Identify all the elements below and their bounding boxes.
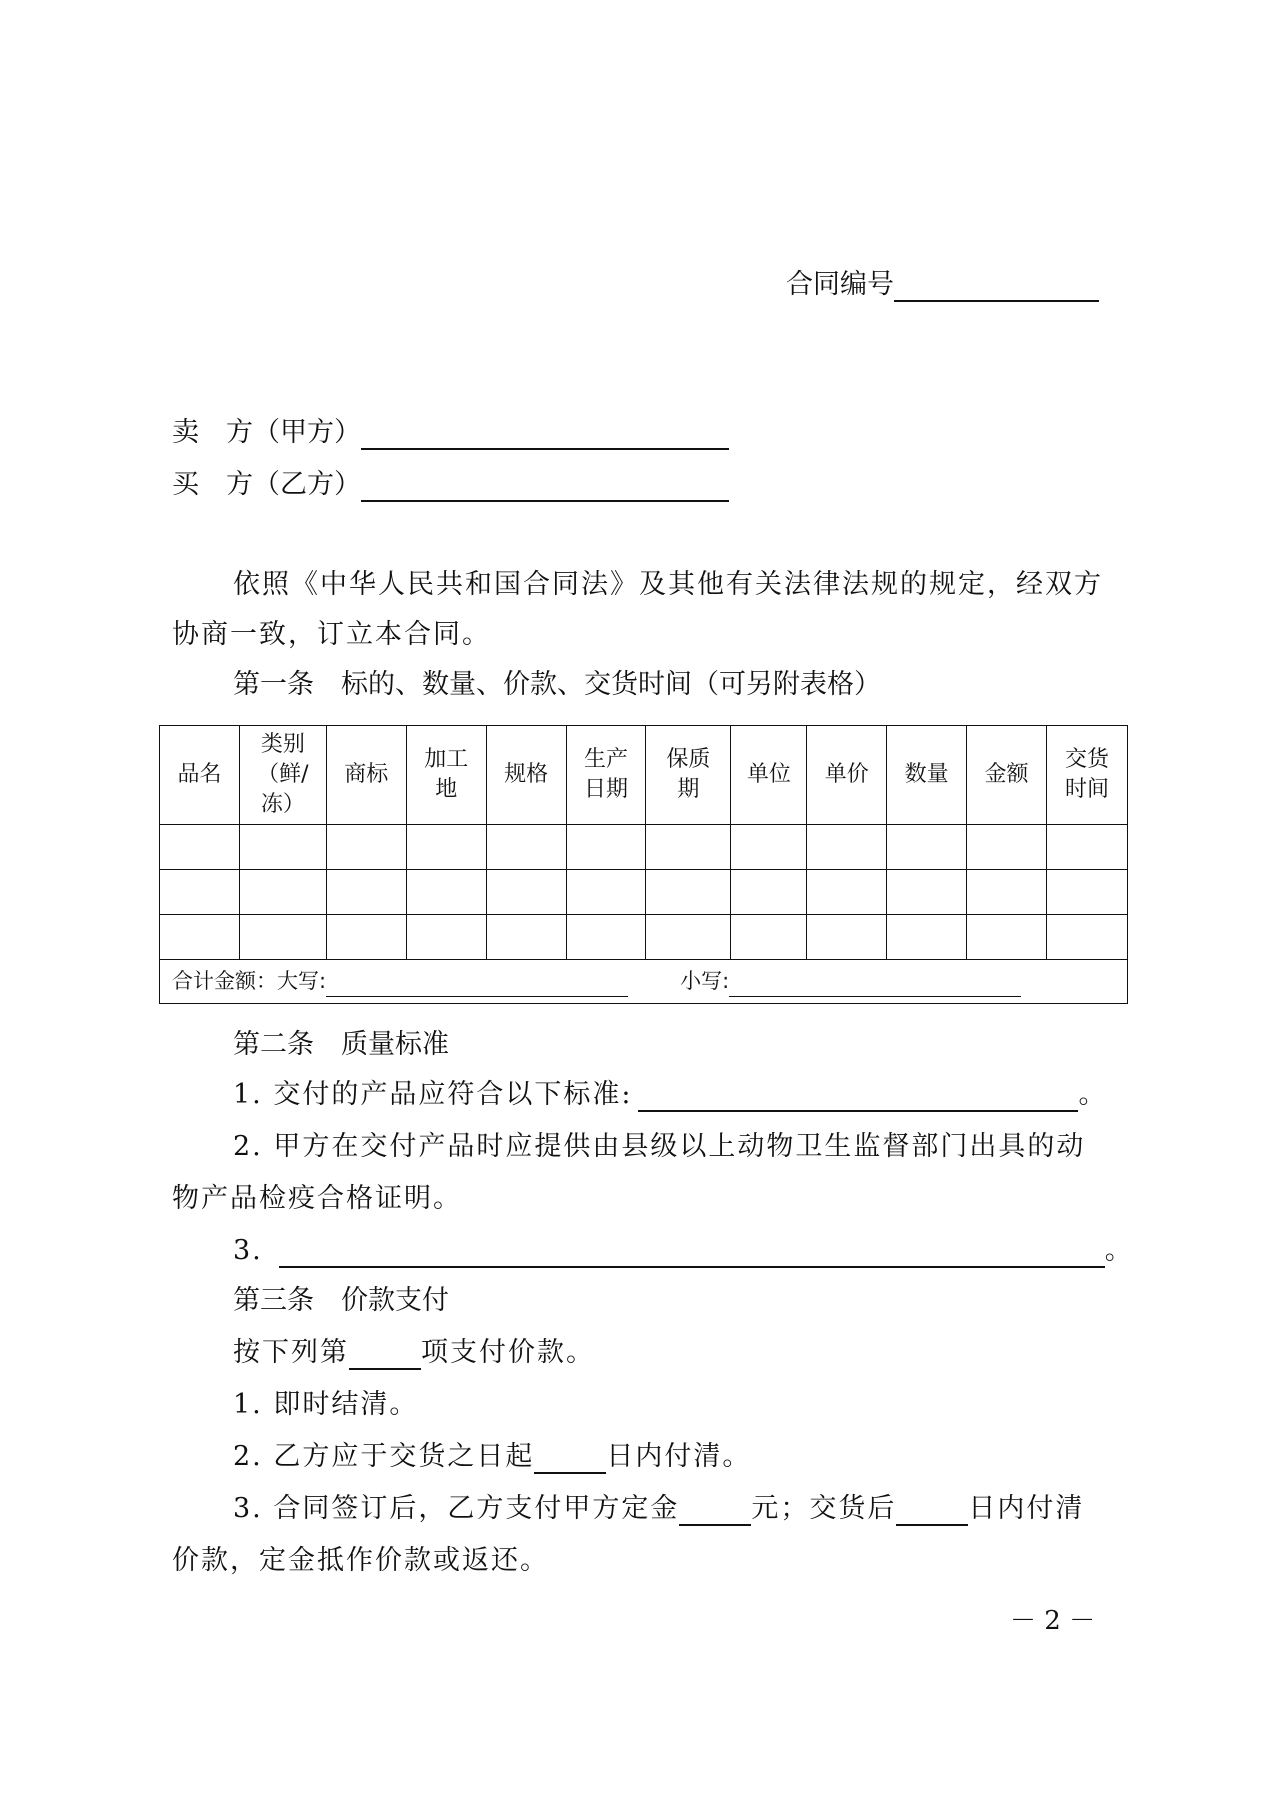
article2-item1 bbox=[233, 1072, 1107, 1112]
contract-number-blank[interactable] bbox=[894, 269, 1099, 302]
table-cell[interactable] bbox=[326, 825, 406, 870]
deposit-amount-blank[interactable] bbox=[679, 1493, 751, 1526]
article2-item1-text: 1. 交付的产品应符合以下标准: bbox=[233, 1079, 633, 1110]
table-cell[interactable] bbox=[967, 825, 1047, 870]
goods-table bbox=[159, 725, 1128, 1004]
article3-item3-c: 日内付清 bbox=[968, 1493, 1085, 1524]
seller-blank[interactable] bbox=[361, 417, 729, 450]
seller-label: 卖 方（甲方） bbox=[172, 417, 361, 448]
header-cell: 保质 期 bbox=[646, 726, 731, 825]
total-amount-figures-blank[interactable] bbox=[729, 966, 1021, 997]
article2-item3-blank[interactable] bbox=[279, 1235, 1105, 1268]
article2-item2-line2: 物产品检疫合格证明。 bbox=[172, 1183, 462, 1214]
intro-line-2: 协商一致，订立本合同。 bbox=[172, 619, 491, 650]
table-cell[interactable] bbox=[239, 825, 326, 870]
period: 。 bbox=[1104, 1235, 1134, 1266]
total-amount-small-label: 小写: bbox=[680, 969, 730, 993]
total-cell bbox=[160, 960, 1128, 1004]
article3-intro bbox=[233, 1330, 595, 1370]
table-cell[interactable] bbox=[486, 915, 566, 960]
table-cell[interactable] bbox=[646, 870, 731, 915]
period: 。 bbox=[1078, 1079, 1108, 1110]
table-cell[interactable] bbox=[566, 915, 646, 960]
contract-number-label: 合同编号 bbox=[786, 269, 894, 300]
table-cell[interactable] bbox=[967, 870, 1047, 915]
header-cell: 单位 bbox=[731, 726, 807, 825]
table-cell[interactable] bbox=[646, 825, 731, 870]
contract-number-field bbox=[786, 262, 1099, 302]
table-row bbox=[160, 825, 1128, 870]
header-cell: 品名 bbox=[160, 726, 240, 825]
payment-option-blank[interactable] bbox=[349, 1337, 421, 1370]
table-cell[interactable] bbox=[887, 870, 967, 915]
header-cell: 加工 地 bbox=[406, 726, 486, 825]
table-cell[interactable] bbox=[731, 915, 807, 960]
header-cell: 单价 bbox=[807, 726, 887, 825]
table-cell[interactable] bbox=[1047, 825, 1128, 870]
buyer-field bbox=[172, 462, 729, 502]
buyer-label: 买 方（乙方） bbox=[172, 469, 361, 500]
table-cell[interactable] bbox=[566, 870, 646, 915]
table-total-row bbox=[160, 960, 1128, 1004]
payment-days-blank[interactable] bbox=[534, 1441, 606, 1474]
article3-item2-b: 日内付清。 bbox=[606, 1441, 752, 1472]
total-amount-label: 合计金额：大写: bbox=[172, 969, 327, 993]
seller-field bbox=[172, 410, 729, 450]
table-row bbox=[160, 915, 1128, 960]
article3-intro-b: 项支付价款。 bbox=[421, 1337, 595, 1368]
header-cell: 规格 bbox=[486, 726, 566, 825]
table-cell[interactable] bbox=[406, 825, 486, 870]
table-cell[interactable] bbox=[566, 825, 646, 870]
table-cell[interactable] bbox=[807, 825, 887, 870]
article3-item3-line2: 价款，定金抵作价款或返还。 bbox=[172, 1545, 549, 1576]
table-cell[interactable] bbox=[731, 825, 807, 870]
table-cell[interactable] bbox=[239, 870, 326, 915]
article2-item2-line1: 2. 甲方在交付产品时应提供由县级以上动物卫生监督部门出具的动 bbox=[233, 1131, 1086, 1162]
table-cell[interactable] bbox=[406, 870, 486, 915]
table-cell[interactable] bbox=[160, 825, 240, 870]
article3-item1: 1. 即时结清。 bbox=[233, 1389, 419, 1420]
table-cell[interactable] bbox=[807, 870, 887, 915]
header-cell: 数量 bbox=[887, 726, 967, 825]
article3-intro-a: 按下列第 bbox=[233, 1337, 349, 1368]
table-cell[interactable] bbox=[887, 825, 967, 870]
table-cell[interactable] bbox=[486, 825, 566, 870]
article3-item2-a: 2. 乙方应于交货之日起 bbox=[233, 1441, 535, 1472]
header-cell: 生产 日期 bbox=[566, 726, 646, 825]
table-cell[interactable] bbox=[326, 915, 406, 960]
table-cell[interactable] bbox=[887, 915, 967, 960]
table-cell[interactable] bbox=[326, 870, 406, 915]
table-cell[interactable] bbox=[646, 915, 731, 960]
buyer-blank[interactable] bbox=[361, 469, 729, 502]
table-cell[interactable] bbox=[807, 915, 887, 960]
table-header-row bbox=[160, 726, 1128, 825]
table-row bbox=[160, 870, 1128, 915]
balance-days-blank[interactable] bbox=[896, 1493, 968, 1526]
header-cell: 金额 bbox=[967, 726, 1047, 825]
article2-title: 第二条 质量标准 bbox=[233, 1029, 449, 1060]
quality-standard-blank[interactable] bbox=[638, 1079, 1078, 1112]
table-cell[interactable] bbox=[239, 915, 326, 960]
article2-item3-text: 3. bbox=[233, 1235, 263, 1266]
article3-item3-a: 3. 合同签订后，乙方支付甲方定金 bbox=[233, 1493, 680, 1524]
table-cell[interactable] bbox=[967, 915, 1047, 960]
header-cell: 交货 时间 bbox=[1047, 726, 1128, 825]
table-cell[interactable] bbox=[486, 870, 566, 915]
article3-item3-b: 元；交货后 bbox=[751, 1493, 897, 1524]
article3-item3-line1 bbox=[233, 1486, 1084, 1526]
table-cell[interactable] bbox=[406, 915, 486, 960]
table-cell[interactable] bbox=[1047, 870, 1128, 915]
table-cell[interactable] bbox=[731, 870, 807, 915]
article2-item3 bbox=[233, 1228, 1134, 1268]
table-cell[interactable] bbox=[160, 915, 240, 960]
page-number: － 2 － bbox=[1010, 1606, 1096, 1636]
article3-item2 bbox=[233, 1434, 751, 1474]
table-cell[interactable] bbox=[1047, 915, 1128, 960]
table-cell[interactable] bbox=[160, 870, 240, 915]
intro-line-1: 依照《中华人民共和国合同法》及其他有关法律法规的规定，经双方 bbox=[233, 569, 1103, 600]
article3-title: 第三条 价款支付 bbox=[233, 1285, 449, 1316]
total-amount-words-blank[interactable] bbox=[326, 966, 628, 997]
header-cell: 类别 （鲜/ 冻） bbox=[239, 726, 326, 825]
header-cell: 商标 bbox=[326, 726, 406, 825]
article1-title: 第一条 标的、数量、价款、交货时间（可另附表格） bbox=[233, 669, 881, 700]
